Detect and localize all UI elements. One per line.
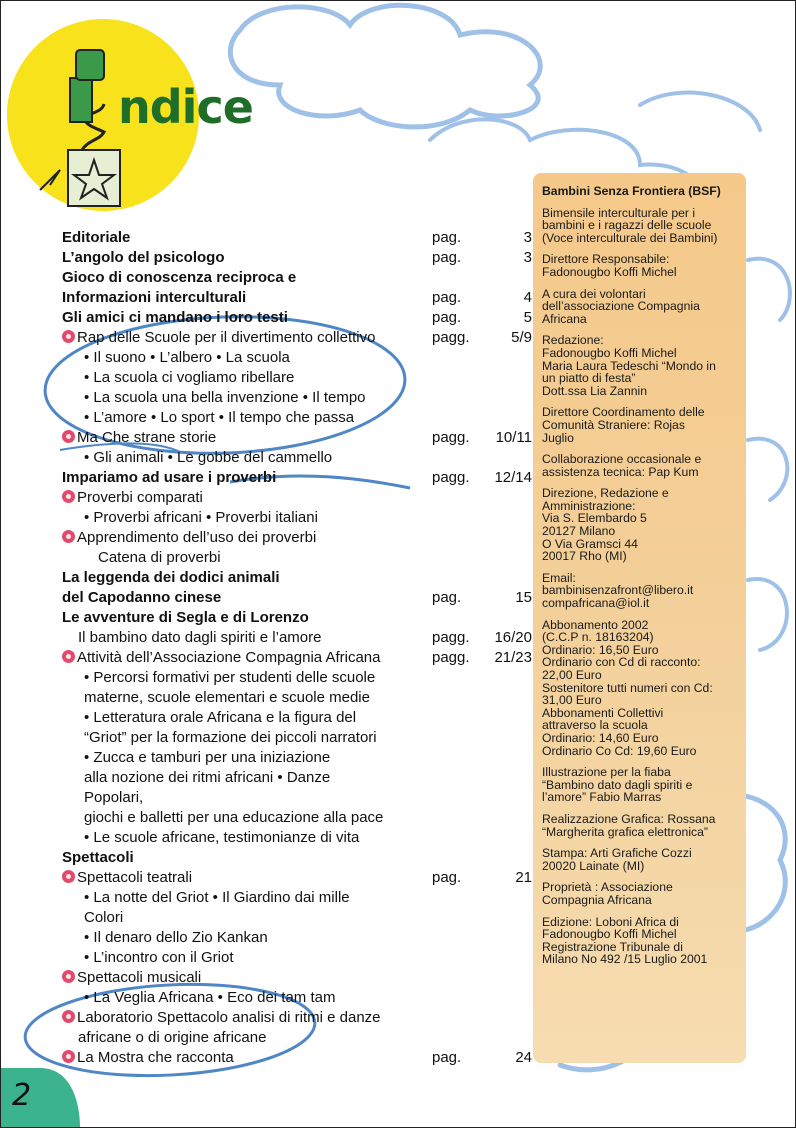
toc-entry-title — [62, 588, 221, 608]
toc-entry-text: • Letteratura orale Africana e la figura del — [84, 709, 357, 726]
colophon-line: Sostenitore tutti numeri con Cd: — [542, 680, 713, 695]
colophon-line: Amministrazione: — [542, 498, 636, 513]
colophon-line: assistenza tecnica: Pap Kum — [542, 464, 699, 479]
toc-entry-text: • Il denaro dello Zio Kankan — [84, 929, 268, 946]
toc-entry-text: Editoriale — [62, 229, 131, 246]
flower-bullet-icon — [62, 530, 75, 543]
colophon-line: Illustrazione per la fiaba — [542, 765, 671, 780]
colophon-line: Maria Laura Tedeschi “Mondo in — [542, 358, 716, 373]
toc-entry — [62, 888, 532, 908]
toc-entry-title — [62, 868, 192, 888]
toc-entry-text: Informazioni interculturali — [62, 289, 247, 306]
toc-entry-text: Popolari, — [84, 789, 144, 806]
toc-entry-page-label: pagg. — [432, 469, 470, 486]
toc-entry-text: Gioco di conoscenza reciproca e — [62, 269, 297, 286]
colophon-block — [542, 572, 742, 610]
toc-entry-title — [62, 548, 221, 568]
toc-entry — [62, 508, 532, 528]
colophon-line: “Bambino dato dagli spiriti e — [542, 777, 693, 792]
toc-entry-text: • Le scuole africane, testimonianze di vita — [84, 829, 360, 846]
toc-entry — [62, 908, 532, 928]
toc-entry-page-label: pag. — [432, 309, 462, 326]
flower-bullet-icon — [62, 330, 75, 343]
colophon-line: l’amore” Fabio Marras — [542, 790, 662, 805]
table-of-contents — [62, 228, 532, 1068]
colophon-block — [542, 619, 742, 758]
colophon-line: “Margherita grafica elettronica” — [542, 824, 708, 839]
toc-entry — [62, 788, 532, 808]
page-number-box — [0, 1066, 78, 1128]
jack-body-icon — [70, 78, 92, 122]
toc-entry-page-label: pag. — [432, 229, 462, 246]
toc-entry — [62, 248, 532, 268]
toc-entry-text: alla nozione dei ritmi africani • Danze — [84, 769, 331, 786]
toc-entry-title — [62, 768, 330, 788]
colophon-line: Registrazione Tribunale di — [542, 939, 683, 954]
toc-entry-title — [62, 788, 143, 808]
toc-entry — [62, 368, 532, 388]
toc-entry-title — [62, 1008, 381, 1028]
colophon-block — [542, 185, 742, 198]
toc-entry — [62, 528, 532, 548]
toc-entry-text: Proverbi comparati — [77, 489, 203, 506]
toc-entry-text: Il bambino dato dagli spiriti e l’amore — [78, 629, 322, 646]
colophon-line: Ordinario Co Cd: 19,60 Euro — [542, 743, 697, 758]
colophon-line: attraverso la scuola — [542, 718, 648, 733]
colophon-block — [542, 487, 742, 563]
colophon-line: Direttore Responsabile: — [542, 252, 670, 267]
toc-entry — [62, 448, 532, 468]
colophon-block — [542, 766, 742, 804]
colophon-line: Fadonougbo Koffi Michel — [542, 264, 677, 279]
toc-entry — [62, 688, 532, 708]
toc-entry-text: Apprendimento dell’uso dei proverbi — [77, 529, 317, 546]
toc-entry-text: • Zucca e tamburi per una iniziazione — [84, 749, 331, 766]
colophon-block — [542, 453, 742, 478]
colophon-line: Ordinario: 14,60 Euro — [542, 730, 659, 745]
colophon-line: Realizzazione Grafica: Rossana — [542, 811, 716, 826]
toc-entry-text: • La notte del Griot • Il Giardino dai mille — [84, 889, 350, 906]
colophon-block — [542, 288, 742, 326]
colophon-line: Direttore Coordinamento delle — [542, 405, 705, 420]
toc-entry — [62, 588, 532, 608]
colophon-line: Ordinario con Cd di racconto: — [542, 655, 701, 670]
colophon-line: Stampa: Arti Grafiche Cozzi — [542, 846, 692, 861]
toc-entry-text: • Gli animali • Le gobbe del cammello — [84, 449, 333, 466]
toc-entry — [62, 628, 532, 648]
toc-entry — [62, 328, 532, 348]
colophon-line: compafricana@iol.it — [542, 596, 650, 611]
toc-entry — [62, 228, 532, 248]
flower-bullet-icon — [62, 1010, 75, 1023]
colophon-block — [542, 207, 742, 245]
colophon-line: Abbonamento 2002 — [542, 617, 649, 632]
colophon-line: (Voce interculturale dei Bambini) — [542, 230, 718, 245]
toc-entry-text: Le avventure di Segla e di Lorenzo — [62, 609, 309, 626]
toc-entry-text: “Griot” per la formazione dei piccoli narratori — [84, 729, 377, 746]
toc-entry-title — [62, 468, 276, 488]
toc-entry-title — [62, 408, 354, 428]
toc-entry-text: giochi e balletti per una educazione alla pace — [84, 809, 384, 826]
toc-entry — [62, 348, 532, 368]
colophon-line: 31,00 Euro — [542, 693, 602, 708]
toc-entry-page-label: pag. — [432, 589, 462, 606]
colophon-line: A cura dei volontari — [542, 286, 646, 301]
colophon-line: Edizione: Loboni Africa di — [542, 914, 679, 929]
toc-entry-title — [62, 248, 225, 268]
toc-entry — [62, 548, 532, 568]
toc-entry-text: • Percorsi formativi per studenti delle scuole — [84, 669, 376, 686]
toc-entry-text: del Capodanno cinese — [62, 589, 222, 606]
toc-entry — [62, 388, 532, 408]
colophon-line: Comunità Straniere: Rojas — [542, 417, 685, 432]
toc-entry-page-number: 10/11 — [495, 429, 532, 446]
toc-entry-title — [62, 508, 318, 528]
toc-entry-text: Colori — [84, 909, 124, 926]
flower-bullet-icon — [62, 870, 75, 883]
toc-entry-text: Spettacoli musicali — [77, 969, 202, 986]
toc-entry-page-label: pag. — [432, 1049, 462, 1066]
toc-entry — [62, 608, 532, 628]
flower-bullet-icon — [62, 490, 75, 503]
toc-entry — [62, 748, 532, 768]
toc-entry — [62, 648, 532, 668]
toc-entry-title — [62, 308, 288, 328]
toc-entry-page-number: 12/14 — [494, 469, 532, 486]
toc-entry-title — [62, 708, 356, 728]
toc-entry-title — [62, 348, 290, 368]
toc-entry-page-label: pagg. — [432, 329, 470, 346]
toc-entry-page-number: 21 — [515, 869, 532, 886]
toc-entry-title — [62, 888, 350, 908]
toc-entry-text: Attività dell’Associazione Compagnia Africana — [77, 649, 381, 666]
colophon-block — [542, 881, 742, 906]
cloud-doodle-edge — [748, 259, 790, 650]
colophon-line: 20127 Milano — [542, 524, 616, 539]
colophon-text — [542, 185, 742, 975]
toc-entry — [62, 488, 532, 508]
colophon-line: bambini e i ragazzi delle scuole — [542, 218, 712, 233]
toc-entry-page-number: 24 — [515, 1049, 532, 1066]
toc-entry-text: • Il suono • L’albero • La scuola — [84, 349, 290, 366]
toc-entry-text: • L’amore • Lo sport • Il tempo che passa — [84, 409, 355, 426]
colophon-line: Abbonamenti Collettivi — [542, 705, 664, 720]
toc-entry-title — [62, 928, 268, 948]
colophon-block — [542, 916, 742, 966]
toc-entry-text: • Proverbi africani • Proverbi italiani — [84, 509, 318, 526]
colophon-line: O Via Gramsci 44 — [542, 536, 638, 551]
toc-entry-title — [62, 288, 246, 308]
toc-entry-page-label: pagg. — [432, 429, 470, 446]
toc-entry-title — [62, 268, 296, 288]
colophon-line: 22,00 Euro — [542, 668, 602, 682]
colophon-line: Proprietà : Associazione — [542, 880, 673, 895]
colophon-block — [542, 253, 742, 278]
toc-entry-text: Gli amici ci mandano i loro testi — [62, 309, 288, 326]
colophon-line: (C.C.P n. 18163204) — [542, 630, 654, 645]
colophon-sidebar — [533, 173, 746, 1063]
toc-entry-title — [62, 828, 359, 848]
colophon-line: Africana — [542, 311, 587, 326]
toc-entry-title — [62, 368, 294, 388]
toc-entry-text: Spettacoli teatrali — [77, 869, 193, 886]
colophon-line: Milano No 492 /15 Luglio 2001 — [542, 952, 708, 967]
toc-entry — [62, 668, 532, 688]
toc-entry-page-label: pagg. — [432, 629, 470, 646]
toc-entry-title — [62, 808, 383, 828]
toc-entry — [62, 708, 532, 728]
colophon-line: Email: — [542, 570, 576, 585]
colophon-line: Compagnia Africana — [542, 892, 652, 907]
toc-entry — [62, 1008, 532, 1028]
toc-entry-page-number: 16/20 — [494, 629, 532, 646]
toc-entry — [62, 1028, 532, 1048]
toc-entry-page-number: 15 — [515, 589, 532, 606]
toc-entry — [62, 268, 532, 288]
toc-entry-title — [62, 968, 201, 988]
toc-entry-title — [62, 988, 335, 1008]
colophon-block — [542, 334, 742, 397]
cloud-doodle-top — [230, 5, 540, 127]
colophon-line: Dott.ssa Lia Zannin — [542, 383, 648, 398]
toc-entry-title — [62, 1028, 266, 1048]
colophon-line: Via S. Elembardo 5 — [542, 511, 647, 526]
title-text: ndice — [118, 80, 253, 134]
toc-entry-title — [62, 848, 134, 868]
toc-entry — [62, 968, 532, 988]
toc-entry-text: Spettacoli — [62, 849, 134, 866]
toc-entry-title — [62, 448, 332, 468]
toc-entry-title — [62, 488, 203, 508]
toc-entry — [62, 768, 532, 788]
colophon-line: Juglio — [542, 430, 574, 445]
toc-entry-page-number: 4 — [523, 289, 532, 306]
toc-entry-title — [62, 648, 381, 668]
toc-entry-text: Rap delle Scuole per il divertimento collettivo — [77, 329, 376, 346]
colophon-line: dell’associazione Compagnia — [542, 299, 700, 314]
toc-entry-title — [62, 428, 216, 448]
toc-entry — [62, 308, 532, 328]
colophon-line: Fadonougbo Koffi Michel — [542, 345, 677, 360]
flower-bullet-icon — [62, 650, 75, 663]
colophon-block — [542, 406, 742, 444]
flower-bullet-icon — [62, 970, 75, 983]
toc-entry-title — [62, 728, 377, 748]
colophon-line: Bimensile interculturale per i — [542, 205, 696, 220]
toc-entry — [62, 808, 532, 828]
toc-entry-title — [62, 688, 370, 708]
toc-entry-title — [62, 628, 321, 648]
toc-entry — [62, 848, 532, 868]
toc-entry-title — [62, 1048, 234, 1068]
toc-entry-page-label: pag. — [432, 289, 462, 306]
flower-bullet-icon — [62, 1050, 75, 1063]
toc-entry — [62, 728, 532, 748]
toc-entry-page-number: 3 — [523, 229, 532, 246]
colophon-block — [542, 847, 742, 872]
toc-entry-text: Laboratorio Spettacolo analisi di ritmi e danze — [77, 1009, 381, 1026]
jack-head-icon — [76, 50, 104, 80]
colophon-block — [542, 813, 742, 838]
toc-entry-text: La leggenda dei dodici animali — [62, 569, 280, 586]
toc-entry-title — [62, 608, 309, 628]
toc-entry-title — [62, 528, 316, 548]
toc-entry-text: • La Veglia Africana • Eco dei tam tam — [84, 989, 336, 1006]
colophon-line: Redazione: — [542, 333, 604, 348]
colophon-line: Fadonougbo Koffi Michel — [542, 927, 677, 942]
toc-entry — [62, 428, 532, 448]
toc-entry-text: La Mostra che racconta — [77, 1049, 234, 1066]
toc-entry — [62, 568, 532, 588]
toc-entry — [62, 408, 532, 428]
toc-entry-page-label: pagg. — [432, 649, 470, 666]
toc-entry-page-number: 5 — [523, 309, 532, 326]
colophon-line: un piatto di festa” — [542, 371, 636, 386]
colophon-line: Direzione, Redazione e — [542, 486, 669, 501]
toc-entry-text: Ma Che strane storie — [77, 429, 217, 446]
toc-entry-title — [62, 568, 280, 588]
toc-entry-title — [62, 668, 375, 688]
toc-entry — [62, 988, 532, 1008]
toc-entry-title — [62, 908, 123, 928]
toc-entry-text: • La scuola una bella invenzione • Il tempo — [84, 389, 366, 406]
toc-entry-page-number: 5/9 — [511, 329, 532, 346]
colophon-line: Ordinario: 16,50 Euro — [542, 642, 659, 657]
colophon-line: Collaborazione occasionale e — [542, 452, 702, 467]
toc-entry-text: Catena di proverbi — [98, 549, 221, 566]
toc-entry-page-label: pag. — [432, 249, 462, 266]
toc-entry — [62, 468, 532, 488]
toc-entry — [62, 948, 532, 968]
colophon-line: Bambini Senza Frontiera (BSF) — [542, 184, 721, 198]
toc-entry-text: materne, scuole elementari e scuole medie — [84, 689, 370, 706]
toc-entry — [62, 868, 532, 888]
toc-entry-page-number: 3 — [523, 249, 532, 266]
toc-entry — [62, 828, 532, 848]
flower-bullet-icon — [62, 430, 75, 443]
toc-entry-text: Impariamo ad usare i proverbi — [62, 469, 277, 486]
toc-entry-page-number: 21/23 — [494, 649, 532, 666]
colophon-line: 20017 Rho (MI) — [542, 549, 627, 564]
toc-entry-text: • La scuola ci vogliamo ribellare — [84, 369, 295, 386]
page-title — [100, 80, 253, 134]
colophon-line: bambinisenzafront@libero.it — [542, 583, 694, 598]
toc-entry — [62, 288, 532, 308]
toc-entry-text: • L’incontro con il Griot — [84, 949, 234, 966]
toc-entry — [62, 1048, 532, 1068]
toc-entry-title — [62, 228, 130, 248]
toc-entry-title — [62, 388, 366, 408]
colophon-line: 20020 Lainate (MI) — [542, 858, 645, 873]
toc-entry-text: L’angolo del psicologo — [62, 249, 225, 266]
page-number: 2 — [12, 1078, 32, 1113]
toc-entry-text: africane o di origine africane — [78, 1029, 267, 1046]
toc-entry-title — [62, 748, 330, 768]
toc-entry — [62, 928, 532, 948]
toc-entry-title — [62, 328, 375, 348]
toc-entry-page-label: pag. — [432, 869, 462, 886]
toc-entry-title — [62, 948, 234, 968]
